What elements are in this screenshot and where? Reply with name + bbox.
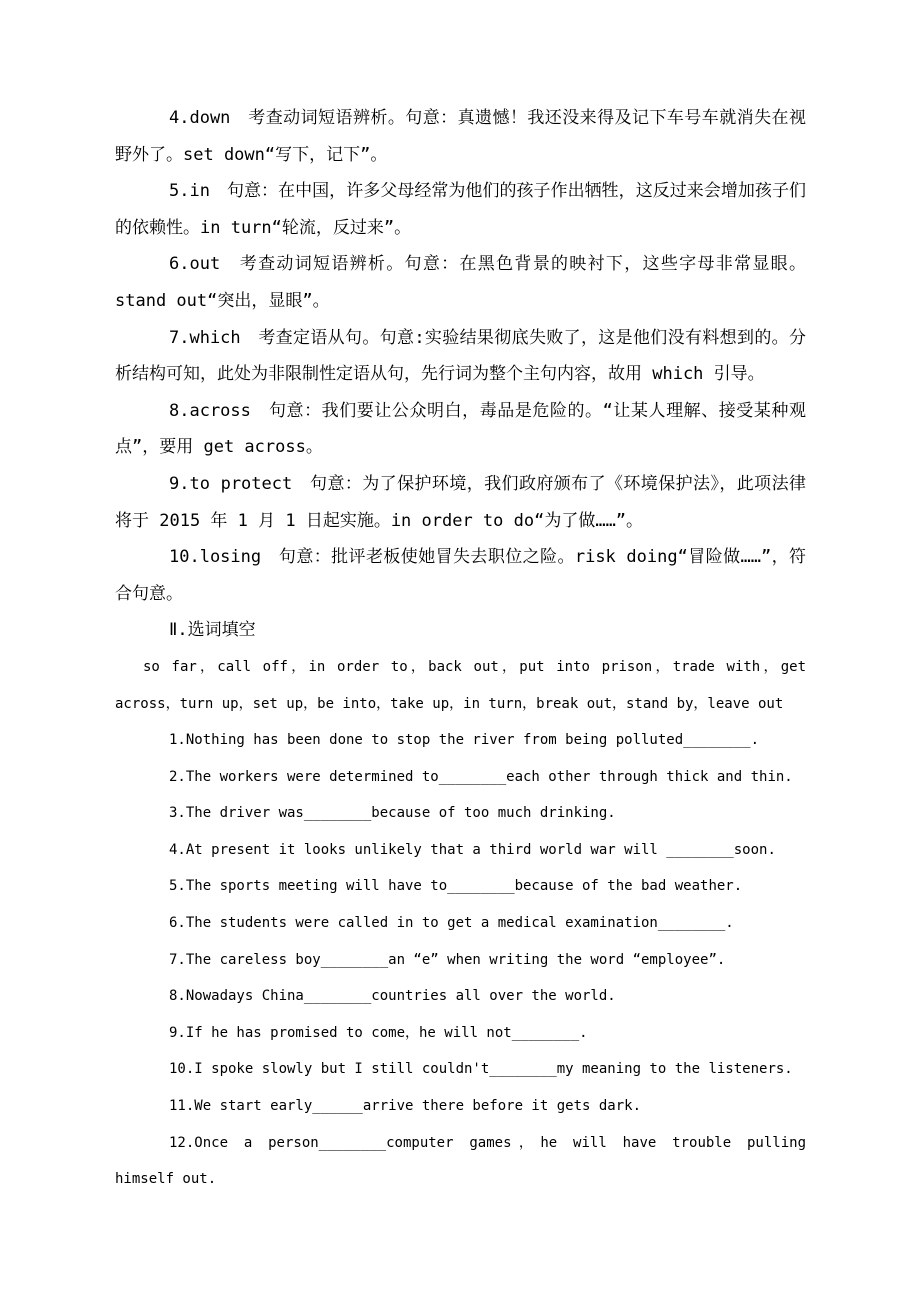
exercise-item-7: 7.The careless boy________an “e” when writing the word “employee”. [169,951,726,968]
exercise-item-12: 12.Once a person________computer games，he will have trouble pulling himself out. [115,1134,806,1188]
exercise-item-4: 4.At present it looks unlikely that a third world war will ________soon. [169,841,776,858]
exercise-item-8: 8.Nowadays China________countries all over the world. [169,988,616,1005]
answer-item-10: 10.losing 句意：批评老板使她冒失去职位之险。risk doing“冒险做……”，符合句意。 [115,547,806,604]
word-bank: so far，call off，in order to，back out，put into prison，trade with，get across，turn up，set up，be into，take up，in turn，break out，stand by，leave out [115,658,806,712]
exercise-item-10: 10.I spoke slowly but I still couldn't________my meaning to the listeners. [169,1061,793,1078]
answer-item-9: 9.to protect 句意：为了保护环境，我们政府颁布了《环境保护法》，此项法律将于 2015 年 1 月 1 日起实施。in order to do“为了做……”。 [115,473,806,531]
exercise-item-3: 3.The driver was________because of too much drinking. [169,805,616,822]
section-heading: Ⅱ.选词填空 [169,620,256,641]
answer-item-8: 8.across 句意：我们要让公众明白，毒品是危险的。“让某人理解、接受某种观点”，要用 get across。 [115,400,806,458]
exercise-item-6: 6.The students were called in to get a medical examination________. [169,915,734,932]
exercise-item-2: 2.The workers were determined to________each other through thick and thin. [169,768,793,785]
exercise-item-5: 5.The sports meeting will have to________because of the bad weather. [169,878,743,895]
answer-item-7: 7.which 考查定语从句。句意:实验结果彻底失败了，这是他们没有料想到的。分析结构可知，此处为非限制性定语从句，先行词为整个主句内容，故用 which 引导。 [115,327,806,385]
answer-item-6: 6.out 考查动词短语辨析。句意：在黑色背景的映衬下，这些字母非常显眼。stand out“突出，显眼”。 [115,254,806,311]
answer-item-4: 4.down 考查动词短语辨析。句意：真遗憾！我还没来得及记下车号车就消失在视野外了。set down“写下，记下”。 [115,108,806,165]
answer-item-5: 5.in 句意：在中国，许多父母经常为他们的孩子作出牺牲，这反过来会增加孩子们的依赖性。in turn“轮流，反过来”。 [115,181,806,238]
exercise-item-11: 11.We start early______arrive there before it gets dark. [169,1098,642,1115]
exercise-item-9: 9.If he has promised to come，he will not________. [169,1024,588,1041]
exercise-item-1: 1.Nothing has been done to stop the river from being polluted________. [169,732,760,749]
